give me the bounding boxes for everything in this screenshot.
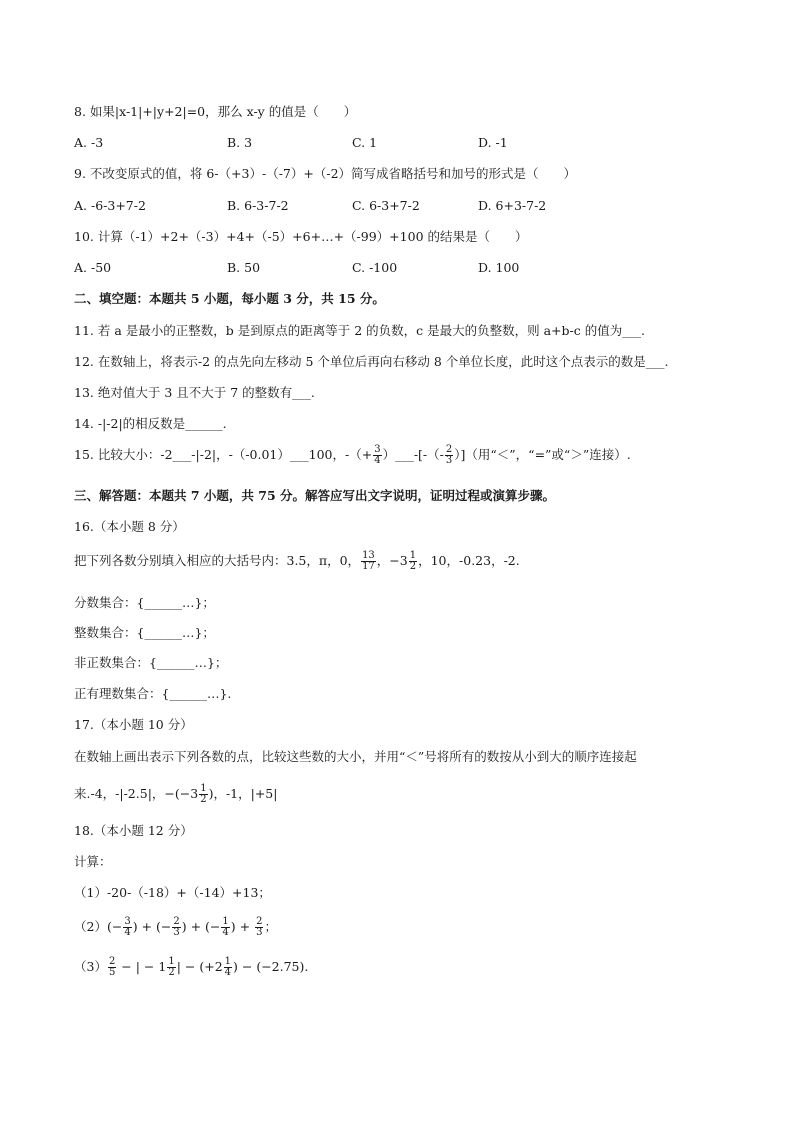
question-17-heading: 17.（本小题 10 分） <box>74 717 193 732</box>
question-14: 14. -|-2|的相反数是______. <box>74 416 227 431</box>
question-17-text: 在数轴上画出表示下列各数的点，比较这些数的大小，并用“＜”号将所有的数按从小到大的顺序连接起 <box>74 749 637 764</box>
fraction: $\frac{2}{3}$ <box>445 444 453 466</box>
fraction: $\frac{2}{3}$ <box>173 916 180 938</box>
q8-option-a: A. -3 <box>74 135 104 150</box>
question-8: 8. 如果|x-1|+|y+2|=0，那么 x-y 的值是（ ） <box>74 104 357 119</box>
question-9: 9. 不改变原式的值，将 6-（+3）-（-7）+（-2）简写成省略括号和加号的形式是（ ） <box>74 166 577 181</box>
q8-option-b: B. 3 <box>227 135 253 150</box>
q18-part-3: （3） $\frac{2}{5}$ − | − 1 $\frac{1}{2}$ | − (+2 $\frac{1}{4}$ ) − (−2.75). <box>74 956 309 978</box>
question-18-heading: 18.（本小题 12 分） <box>74 823 193 838</box>
q9-option-b: B. 6-3-7-2 <box>227 198 289 213</box>
q9-option-c: C. 6-3+7-2 <box>352 198 420 213</box>
fraction: $\frac{1}{2}$ <box>200 783 207 805</box>
section-2-heading: 二、填空题：本题共 5 小题，每小题 3 分，共 15 分。 <box>74 291 385 306</box>
question-18-intro: 计算： <box>74 854 112 869</box>
q10-option-c: C. -100 <box>352 260 398 275</box>
q16-set-nonpositive: 非正数集合：{______…}； <box>74 655 228 670</box>
question-13: 13. 绝对值大于 3 且不大于 7 的整数有___. <box>74 385 315 400</box>
question-15: 15. 比较大小：-2___-|-2|，-（-0.01）___100，-（+ $\frac{3}{4}$ ）___-[-（- $\frac{2}{3}$ ）]（用“＜”，“=”或“＞”连接）. <box>74 444 631 466</box>
q10-option-d: D. 100 <box>478 260 520 275</box>
fraction: $\frac{13}{17}$ <box>362 550 375 572</box>
fraction: $\frac{2}{5}$ <box>108 956 116 978</box>
question-10: 10. 计算（-1）+2+（-3）+4+（-5）+6+…+（-99）+100 的结果是（ ） <box>74 229 528 244</box>
q16-set-fractions: 分数集合：{______…}； <box>74 595 215 610</box>
question-16-text: 把下列各数分别填入相应的大括号内：3.5，π，0， $\frac{13}{17}$ ，−3 $\frac{1}{2}$ ，10，-0.23，-2. <box>74 550 520 572</box>
q9-option-a: A. -6-3+7-2 <box>74 198 146 213</box>
fraction: $\frac{1}{2}$ <box>409 550 417 572</box>
q16-set-positive-rational: 正有理数集合：{______…}. <box>74 686 232 701</box>
fraction: $\frac{2}{3}$ <box>256 916 263 938</box>
q18-part-2: （2）(− $\frac{3}{4}$ ) + (− $\frac{2}{3}$ ) + (− $\frac{1}{4}$ ) + $\frac{2}{3}$ ； <box>74 916 277 938</box>
fraction: $\frac{3}{4}$ <box>374 444 381 466</box>
q8-option-c: C. 1 <box>352 135 378 150</box>
question-12: 12. 在数轴上，将表示-2 的点先向左移动 5 个单位后再向右移动 8 个单位长度，此时这个点表示的数是___. <box>74 354 669 369</box>
question-16-heading: 16.（本小题 8 分） <box>74 519 185 534</box>
q9-option-d: D. 6+3-7-2 <box>478 198 547 213</box>
fraction: $\frac{3}{4}$ <box>124 916 131 938</box>
fraction: $\frac{1}{4}$ <box>222 916 229 938</box>
fraction: $\frac{1}{4}$ <box>224 956 232 978</box>
fraction: $\frac{1}{2}$ <box>168 956 175 978</box>
q8-option-d: D. -1 <box>478 135 508 150</box>
question-11: 11. 若 a 是最小的正整数，b 是到原点的距离等于 2 的负数，c 是最大的负整数，则 a+b-c 的值为___. <box>74 323 645 338</box>
question-17-numbers: 来.-4，-|-2.5|，−(−3 $\frac{1}{2}$ )，-1，|+5| <box>74 783 278 805</box>
q16-set-integers: 整数集合：{______…}； <box>74 625 215 640</box>
section-3-heading: 三、解答题：本题共 7 小题，共 75 分。解答应写出文字说明，证明过程或演算步骤。 <box>74 488 556 503</box>
q10-option-b: B. 50 <box>227 260 261 275</box>
q18-part-1: （1）-20-（-18）+（-14）+13； <box>74 885 271 900</box>
q10-option-a: A. -50 <box>74 260 112 275</box>
